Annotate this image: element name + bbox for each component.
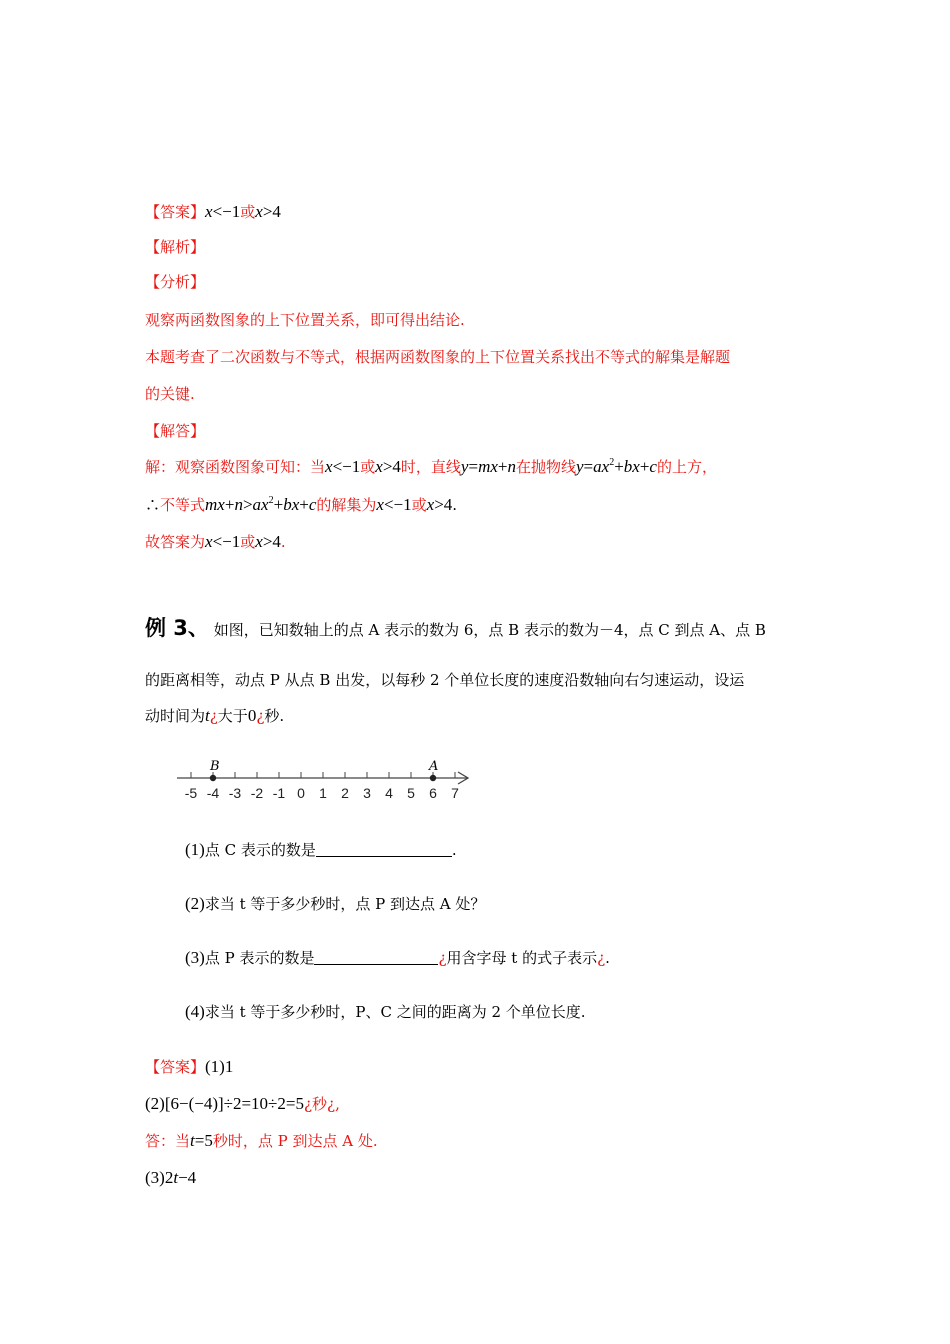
number-line-tick-label: 0 xyxy=(297,785,305,801)
number-line-tick-label: 3 xyxy=(363,785,371,801)
number-line-tick-label: -1 xyxy=(272,785,286,801)
answer-tag: 【答案】 xyxy=(145,203,206,221)
analysis-line-3: 的关键. xyxy=(145,385,195,403)
minus-sign: − xyxy=(222,202,232,221)
solution-line-1: 解：观察函数图象可知：当x<−1或x>4时，直线y=mx+n在抛物线$y=ax^2+bx+c$的上方， xyxy=(145,457,717,476)
number-line-tick-label: 4 xyxy=(385,785,393,801)
question-3: (3)点 P 表示的数是 ¿用含字母 t 的式子表示¿. xyxy=(185,948,610,967)
example-label: 例 3、 xyxy=(145,616,209,640)
solution-line-3: 故答案为x<−1或x>4. xyxy=(145,532,286,551)
fenxi-tag: 【分析】 xyxy=(145,273,206,291)
var-x: x xyxy=(255,202,263,221)
answer-blank[interactable] xyxy=(316,841,452,857)
var-x: x xyxy=(205,202,213,221)
analysis-line-1: 观察两函数图象的上下位置关系，即可得出结论. xyxy=(145,311,465,329)
answer-blank[interactable] xyxy=(314,949,438,965)
example-text-1: 如图，已知数轴上的点 A 表示的数为 6，点 B 表示的数为－4，点 C 到点 A、点 B xyxy=(213,621,766,639)
answers-line-1: 【答案】(1)1 xyxy=(145,1057,234,1076)
question-2: (2)求当 t 等于多少秒时，点 P 到达点 A 处？ xyxy=(185,894,486,913)
number-line-tick-label: 6 xyxy=(429,785,437,801)
number-line-tick-label: -4 xyxy=(206,785,220,801)
analysis-line-2: 本题考查了二次函数与不等式，根据两函数图象的上下位置关系找出不等式的解集是解题 xyxy=(145,348,731,366)
number-line-tick-label: 5 xyxy=(407,785,415,801)
question-4: (4)求当 t 等于多少秒时，P、C 之间的距离为 2 个单位长度. xyxy=(185,1002,586,1021)
line-equation: y=mx+n xyxy=(460,457,516,476)
number-line-tick-label: 7 xyxy=(451,785,459,801)
jieda-tag: 【解答】 xyxy=(145,422,206,440)
number-line-tick-label: 2 xyxy=(341,785,349,801)
num-1: 1 xyxy=(231,202,241,221)
number-line-tick-label: -5 xyxy=(184,785,198,801)
example-text-2: 的距离相等，动点 P 从点 B 出发，以每秒 2 个单位长度的速度沿数轴向右匀速运动，设运 xyxy=(145,671,745,689)
point-a-dot xyxy=(430,775,436,781)
number-line-tick-label: -3 xyxy=(228,785,242,801)
point-a-label: A xyxy=(429,759,439,774)
answer-line-1 xyxy=(145,201,281,223)
lt-sign: < xyxy=(212,202,223,221)
gt-sign: > xyxy=(262,202,273,221)
number-line-tick-label: 1 xyxy=(319,785,327,801)
answers-line-2: (2)[6−(−4)]÷2=10÷2=5¿秒¿, xyxy=(145,1094,340,1113)
point-b-dot xyxy=(210,775,216,781)
example-3-line-1 xyxy=(145,617,766,641)
solution-line-2: ∴不等式$mx+n>ax^2+bx+c$的解集为x<−1或x>4. xyxy=(145,495,458,514)
answers-line-3: 答：当t=5秒时，点 P 到达点 A 处. xyxy=(145,1131,378,1150)
point-b-label: B xyxy=(210,759,220,774)
num-4: 4 xyxy=(272,202,281,221)
number-line-tick-label: -2 xyxy=(250,785,264,801)
parabola-equation: $y=ax^2+bx+c$ xyxy=(576,457,657,476)
or-word: 或 xyxy=(240,203,256,221)
answers-line-4: (3)2t−4 xyxy=(145,1168,197,1187)
jiexi-tag: 【解析】 xyxy=(145,238,206,256)
number-line-figure xyxy=(170,750,480,806)
question-1: (1)点 C 表示的数是 . xyxy=(185,840,457,859)
example-3-line-3: 动时间为t¿大于0¿秒. xyxy=(145,706,285,725)
inequality: $mx+n>ax^2+bx+c$ xyxy=(205,495,317,514)
